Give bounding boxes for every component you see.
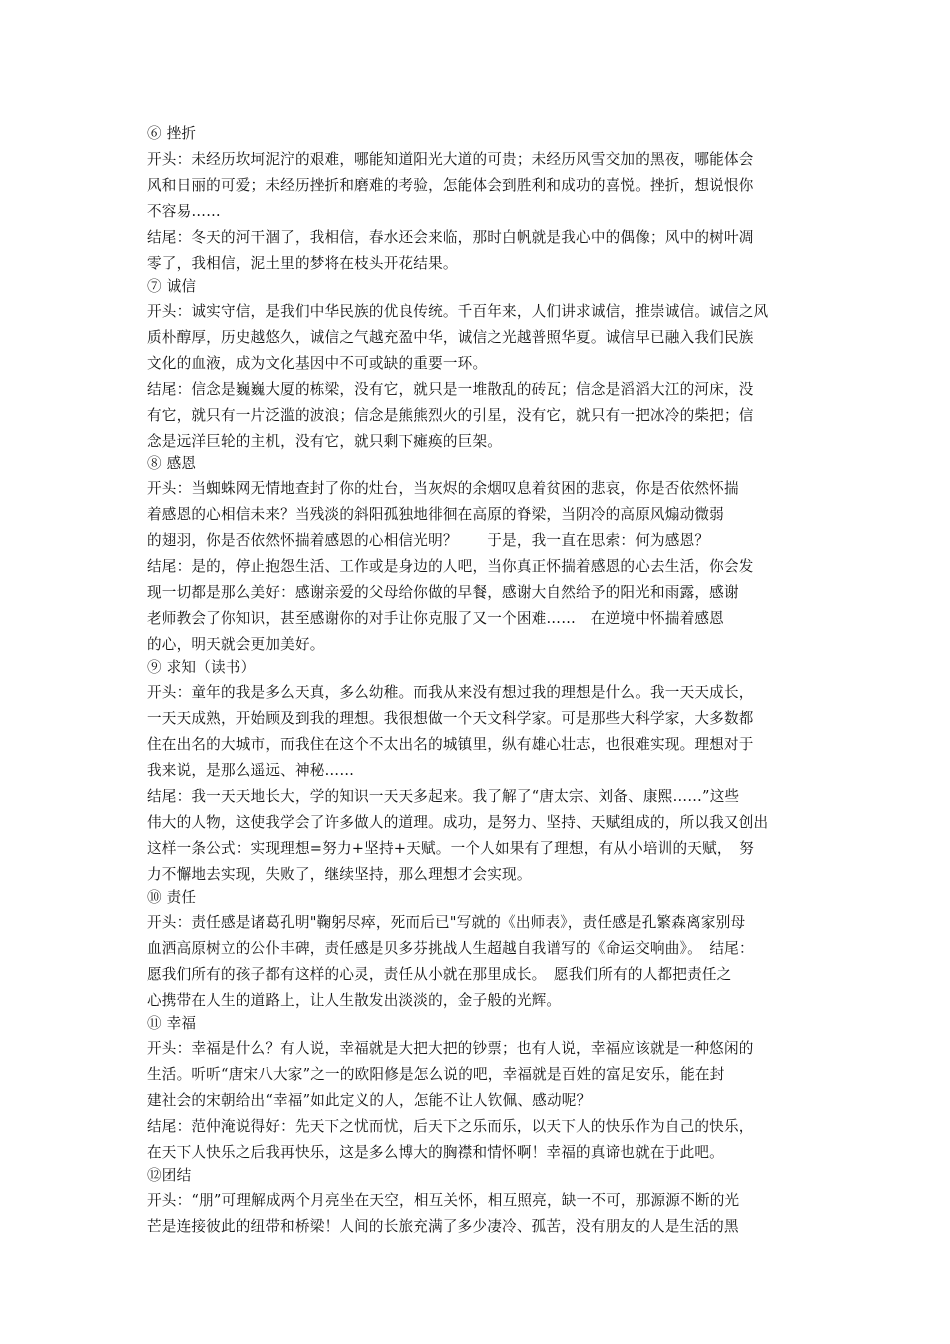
text-line: 开头：童年的我是多么天真，多么幼稚。而我从来没有想过我的理想是什么。我一天天成长， xyxy=(147,684,754,701)
text-line: 这样一条公式：实现理想=努力+坚持+天赋。一个人如果有了理想，有从小培训的天赋， 努 xyxy=(147,840,754,857)
text-line: 开头：当蜘蛛网无情地查封了你的灶台，当灰烬的余烟叹息着贫困的悲哀，你是否依然怀揣 xyxy=(147,480,739,497)
section-heading: ⑥ 挫折 xyxy=(147,125,197,142)
text-line: 开头：责任感是诸葛孔明"鞠躬尽瘁，死而后已"写就的《出师表》，责任感是孔繁森离家别母 xyxy=(147,914,746,931)
section-heading: ⑧ 感恩 xyxy=(147,455,197,472)
text-line: 伟大的人物，这使我学会了许多做人的道理。成功，是努力、坚持、天赋组成的，所以我又创出 xyxy=(147,814,769,831)
text-line: 风和日丽的可爱；未经历挫折和磨难的考验，怎能体会到胜利和成功的喜悦。挫折，想说恨你 xyxy=(147,177,754,194)
text-line: 开头：幸福是什么？有人说，幸福就是大把大把的钞票；也有人说，幸福应该就是一种悠闲的 xyxy=(147,1040,754,1057)
text-line: 质朴醇厚，历史越悠久，诚信之气越充盈中华，诚信之光越普照华夏。诚信早已融入我们民族 xyxy=(147,329,754,346)
text-line: 的翅羽，你是否依然怀揣着感恩的心相信光明？ 于是，我一直在思索：何为感恩？ xyxy=(147,532,710,549)
text-line: 着感恩的心相信未来？当残淡的斜阳孤独地徘徊在高原的脊梁，当阴冷的高原风煽动微弱 xyxy=(147,506,724,523)
text-line: 开头：诚实守信，是我们中华民族的优良传统。千百年来，人们讲求诚信，推崇诚信。诚信之风 xyxy=(147,303,769,320)
text-line: 结尾：是的，停止抱怨生活、工作或是身边的人吧，当你真正怀揣着感恩的心去生活，你会发 xyxy=(147,558,754,575)
text-line: 一天天成熟，开始顾及到我的理想。我很想做一个天文科学家。可是那些大科学家，大多数都 xyxy=(147,710,754,727)
text-line: 开头：“朋”可理解成两个月亮坐在天空，相互关怀，相互照亮，缺一不可，那源源不断的光 xyxy=(147,1192,740,1209)
text-line: 现一切都是那么美好：感谢亲爱的父母给你做的早餐，感谢大自然给予的阳光和雨露，感谢 xyxy=(147,584,739,601)
text-line: 结尾：冬天的河干涸了，我相信，春水还会来临，那时白帆就是我心中的偶像；风中的树叶凋 xyxy=(147,229,754,246)
text-line: 不容易…… xyxy=(147,203,221,220)
text-line: 血洒高原树立的公仆丰碑，责任感是贝多芬挑战人生超越自我谱写的《命运交响曲》。 结尾： xyxy=(147,940,754,957)
text-line: 文化的血液，成为文化基因中不可或缺的重要一环。 xyxy=(147,355,488,372)
section-heading: ⑩ 责任 xyxy=(147,889,197,906)
text-line: 愿我们所有的孩子都有这样的心灵，责任从小就在那里成长。 愿我们所有的人都把责任之 xyxy=(147,966,732,983)
section-heading: ⑦ 诚信 xyxy=(147,278,197,295)
text-line: 心携带在人生的道路上，让人生散发出淡淡的，金子般的光辉。 xyxy=(147,992,562,1009)
text-line: 念是远洋巨轮的主机，没有它，就只剩下瘫痪的巨架。 xyxy=(147,433,503,450)
text-line: 的心，明天就会更加美好。 xyxy=(147,636,325,653)
text-line: 开头：未经历坎坷泥泞的艰难，哪能知道阳光大道的可贵；未经历风雪交加的黑夜，哪能体会 xyxy=(147,151,754,168)
text-line: 建社会的宋朝给出“幸福”如此定义的人，怎能不让人钦佩、感动呢？ xyxy=(147,1092,592,1109)
text-line: 老师教会了你知识，甚至感谢你的对手让你克服了又一个困难…… 在逆境中怀揣着感恩 xyxy=(147,610,724,627)
text-line: 零了，我相信，泥土里的梦将在枝头开花结果。 xyxy=(147,255,458,272)
text-line: 在天下人快乐之后我再快乐，这是多么博大的胸襟和情怀啊！幸福的真谛也就在于此吧。 xyxy=(147,1144,724,1161)
section-heading: ⑫团结 xyxy=(147,1167,192,1184)
text-line: 生活。听听“唐宋八大家”之一的欧阳修是怎么说的吧，幸福就是百姓的富足安乐，能在封 xyxy=(147,1066,725,1083)
text-line: 住在出名的大城市，而我住在这个不太出名的城镇里，纵有雄心壮志，也很难实现。理想对于 xyxy=(147,736,754,753)
section-heading: ⑪ 幸福 xyxy=(147,1015,197,1032)
text-line: 结尾：我一天天地长大，学的知识一天天多起来。我了解了“唐太宗、刘备、康熙……”这些 xyxy=(147,788,740,805)
text-line: 芒是连接彼此的纽带和桥梁！人间的长旅充满了多少凄冷、孤苦，没有朋友的人是生活的黑 xyxy=(147,1218,739,1235)
text-line: 力不懈地去实现，失败了，继续坚持，那么理想才会实现。 xyxy=(147,866,532,883)
text-line: 结尾：信念是巍巍大厦的栋梁，没有它，就只是一堆散乱的砖瓦；信念是滔滔大江的河床，没 xyxy=(147,381,754,398)
text-line: 有它，就只有一片泛滥的波浪；信念是熊熊烈火的引星，没有它，就只有一把冰冷的柴把；信 xyxy=(147,407,754,424)
section-heading: ⑨ 求知（读书） xyxy=(147,659,256,676)
text-line: 我来说，是那么遥远、神秘…… xyxy=(147,762,355,779)
text-line: 结尾：范仲淹说得好：先天下之忧而忧，后天下之乐而乐，以天下人的快乐作为自己的快乐， xyxy=(147,1118,754,1135)
